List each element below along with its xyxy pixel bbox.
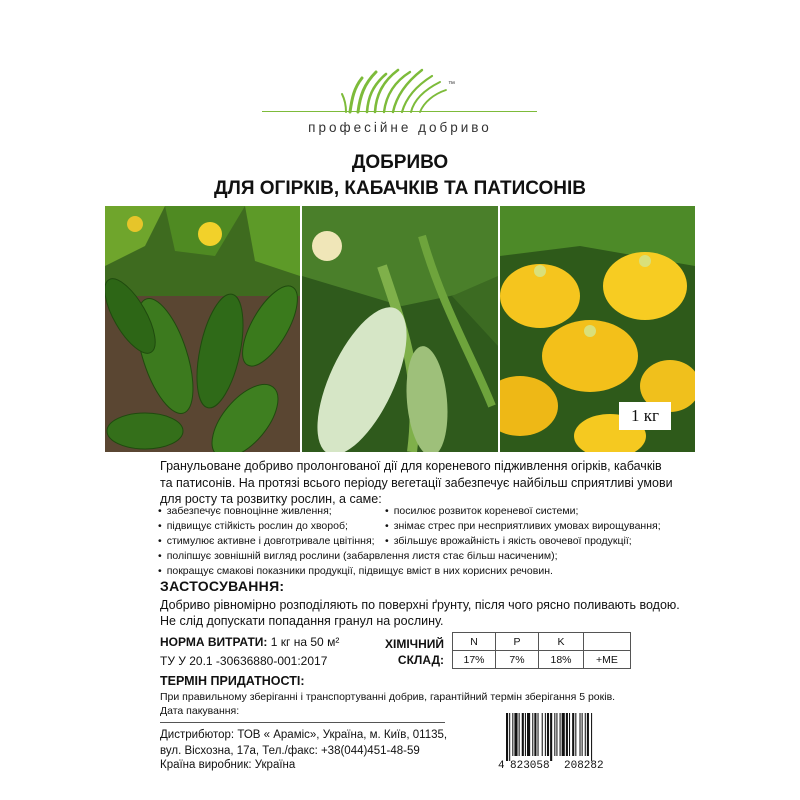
product-title <box>120 150 680 202</box>
benefits-list-right <box>385 504 695 549</box>
npk-header-row <box>453 633 631 651</box>
distributor-divider <box>160 722 445 723</box>
chem-label-line-1: ХІМІЧНИЙ <box>384 637 444 651</box>
benefit-item: • збільшує врожайність і якість овочевої продукції; <box>385 534 695 549</box>
technical-standard: ТУ У 20.1 -30636880-001:2017 <box>160 654 328 668</box>
benefit-item: • знімає стрес при несприятливих умовах вирощування; <box>385 519 695 534</box>
distributor-info <box>160 728 460 759</box>
npk-values-row <box>453 651 631 669</box>
npk-value-n: 17% <box>453 651 496 669</box>
benefit-item: • посилює розвиток кореневої системи; <box>385 504 695 519</box>
zucchini-photo <box>302 206 498 452</box>
barcode-group-2: 208282 <box>564 760 604 770</box>
barcode-bars <box>506 713 592 761</box>
benefit-item: • стимулює активне і довготривале цвітіння; <box>158 534 398 549</box>
product-description: Гранульоване добриво пролонгованої дії для кореневого підживлення огірків, кабачків та патисонів. На протязі всього періоду вегетації забезпечує найбільш сприятливі умови для росту та розвитку рослин, а саме: <box>160 459 673 506</box>
npk-header-me <box>584 633 631 651</box>
distributor-line-1: Дистрибютор: ТОВ « Араміс», Україна, м. Київ, 01135, <box>160 729 448 741</box>
npk-header-p: P <box>496 633 539 651</box>
cucumbers-photo <box>105 206 300 452</box>
chem-label-line-2: СКЛАД: <box>397 653 444 667</box>
pack-date-label: Дата пакування: <box>160 705 240 717</box>
benefit-item: • забезпечує повноцінне живлення; <box>158 504 398 519</box>
weight-label: 1 кг <box>619 402 671 430</box>
distributor-line-2: вул. Вісхозна, 17а, Тел./факс: +38(044)451-48-59 <box>160 744 420 757</box>
npk-header-n: N <box>453 633 496 651</box>
rate-label: НОРМА ВИТРАТИ: <box>160 635 268 649</box>
npk-value-me: +МЕ <box>584 651 631 669</box>
brand-tagline: професійне добриво <box>308 120 492 135</box>
application-heading: ЗАСТОСУВАННЯ: <box>160 578 285 594</box>
npk-value-p: 7% <box>496 651 539 669</box>
benefit-item: • підвищує стійкість рослин до хвороб; <box>158 519 398 534</box>
title-line-1: ДОБРИВО <box>351 152 449 173</box>
npk-value-k: 18% <box>539 651 584 669</box>
barcode-group-1: 823058 <box>510 760 550 770</box>
title-line-2: ДЛЯ ОГІРКІВ, КАБАЧКІВ ТА ПАТИСОНІВ <box>213 178 587 199</box>
application-text: Добриво рівномірно розподіляють по поверхні ґрунту, після чого рясно поливають водою. Не слід допускати попадання гранул на рослину. <box>160 598 680 628</box>
chemical-composition-label <box>378 636 444 668</box>
benefits-list-full <box>158 549 678 579</box>
application-rate <box>160 635 339 649</box>
country-of-origin: Країна виробник: Україна <box>160 759 296 771</box>
barcode-digit-1: 4 <box>498 760 505 770</box>
benefits-list-left <box>158 504 398 549</box>
trademark-symbol: ™ <box>448 81 455 88</box>
pattypan-squash-photo <box>500 206 695 452</box>
product-photos <box>105 206 695 452</box>
npk-table <box>452 632 631 669</box>
benefit-item: • поліпшує зовнішній вигляд рослини (забарвлення листя стає більш насиченим); <box>158 549 678 564</box>
benefit-item: • покращує смакові показники продукції, підвищує вміст в них корисних речовин. <box>158 564 678 579</box>
npk-header-k: K <box>539 633 584 651</box>
barcode <box>498 713 618 770</box>
rate-value: 1 кг на 50 м² <box>270 635 340 649</box>
shelf-life-heading: ТЕРМІН ПРИДАТНОСТІ: <box>160 674 305 688</box>
shelf-life-description: При правильному зберіганні і транспортуванні добрив, гарантійний термін зберігання 5 років. <box>160 691 616 703</box>
logo-divider <box>262 111 537 112</box>
